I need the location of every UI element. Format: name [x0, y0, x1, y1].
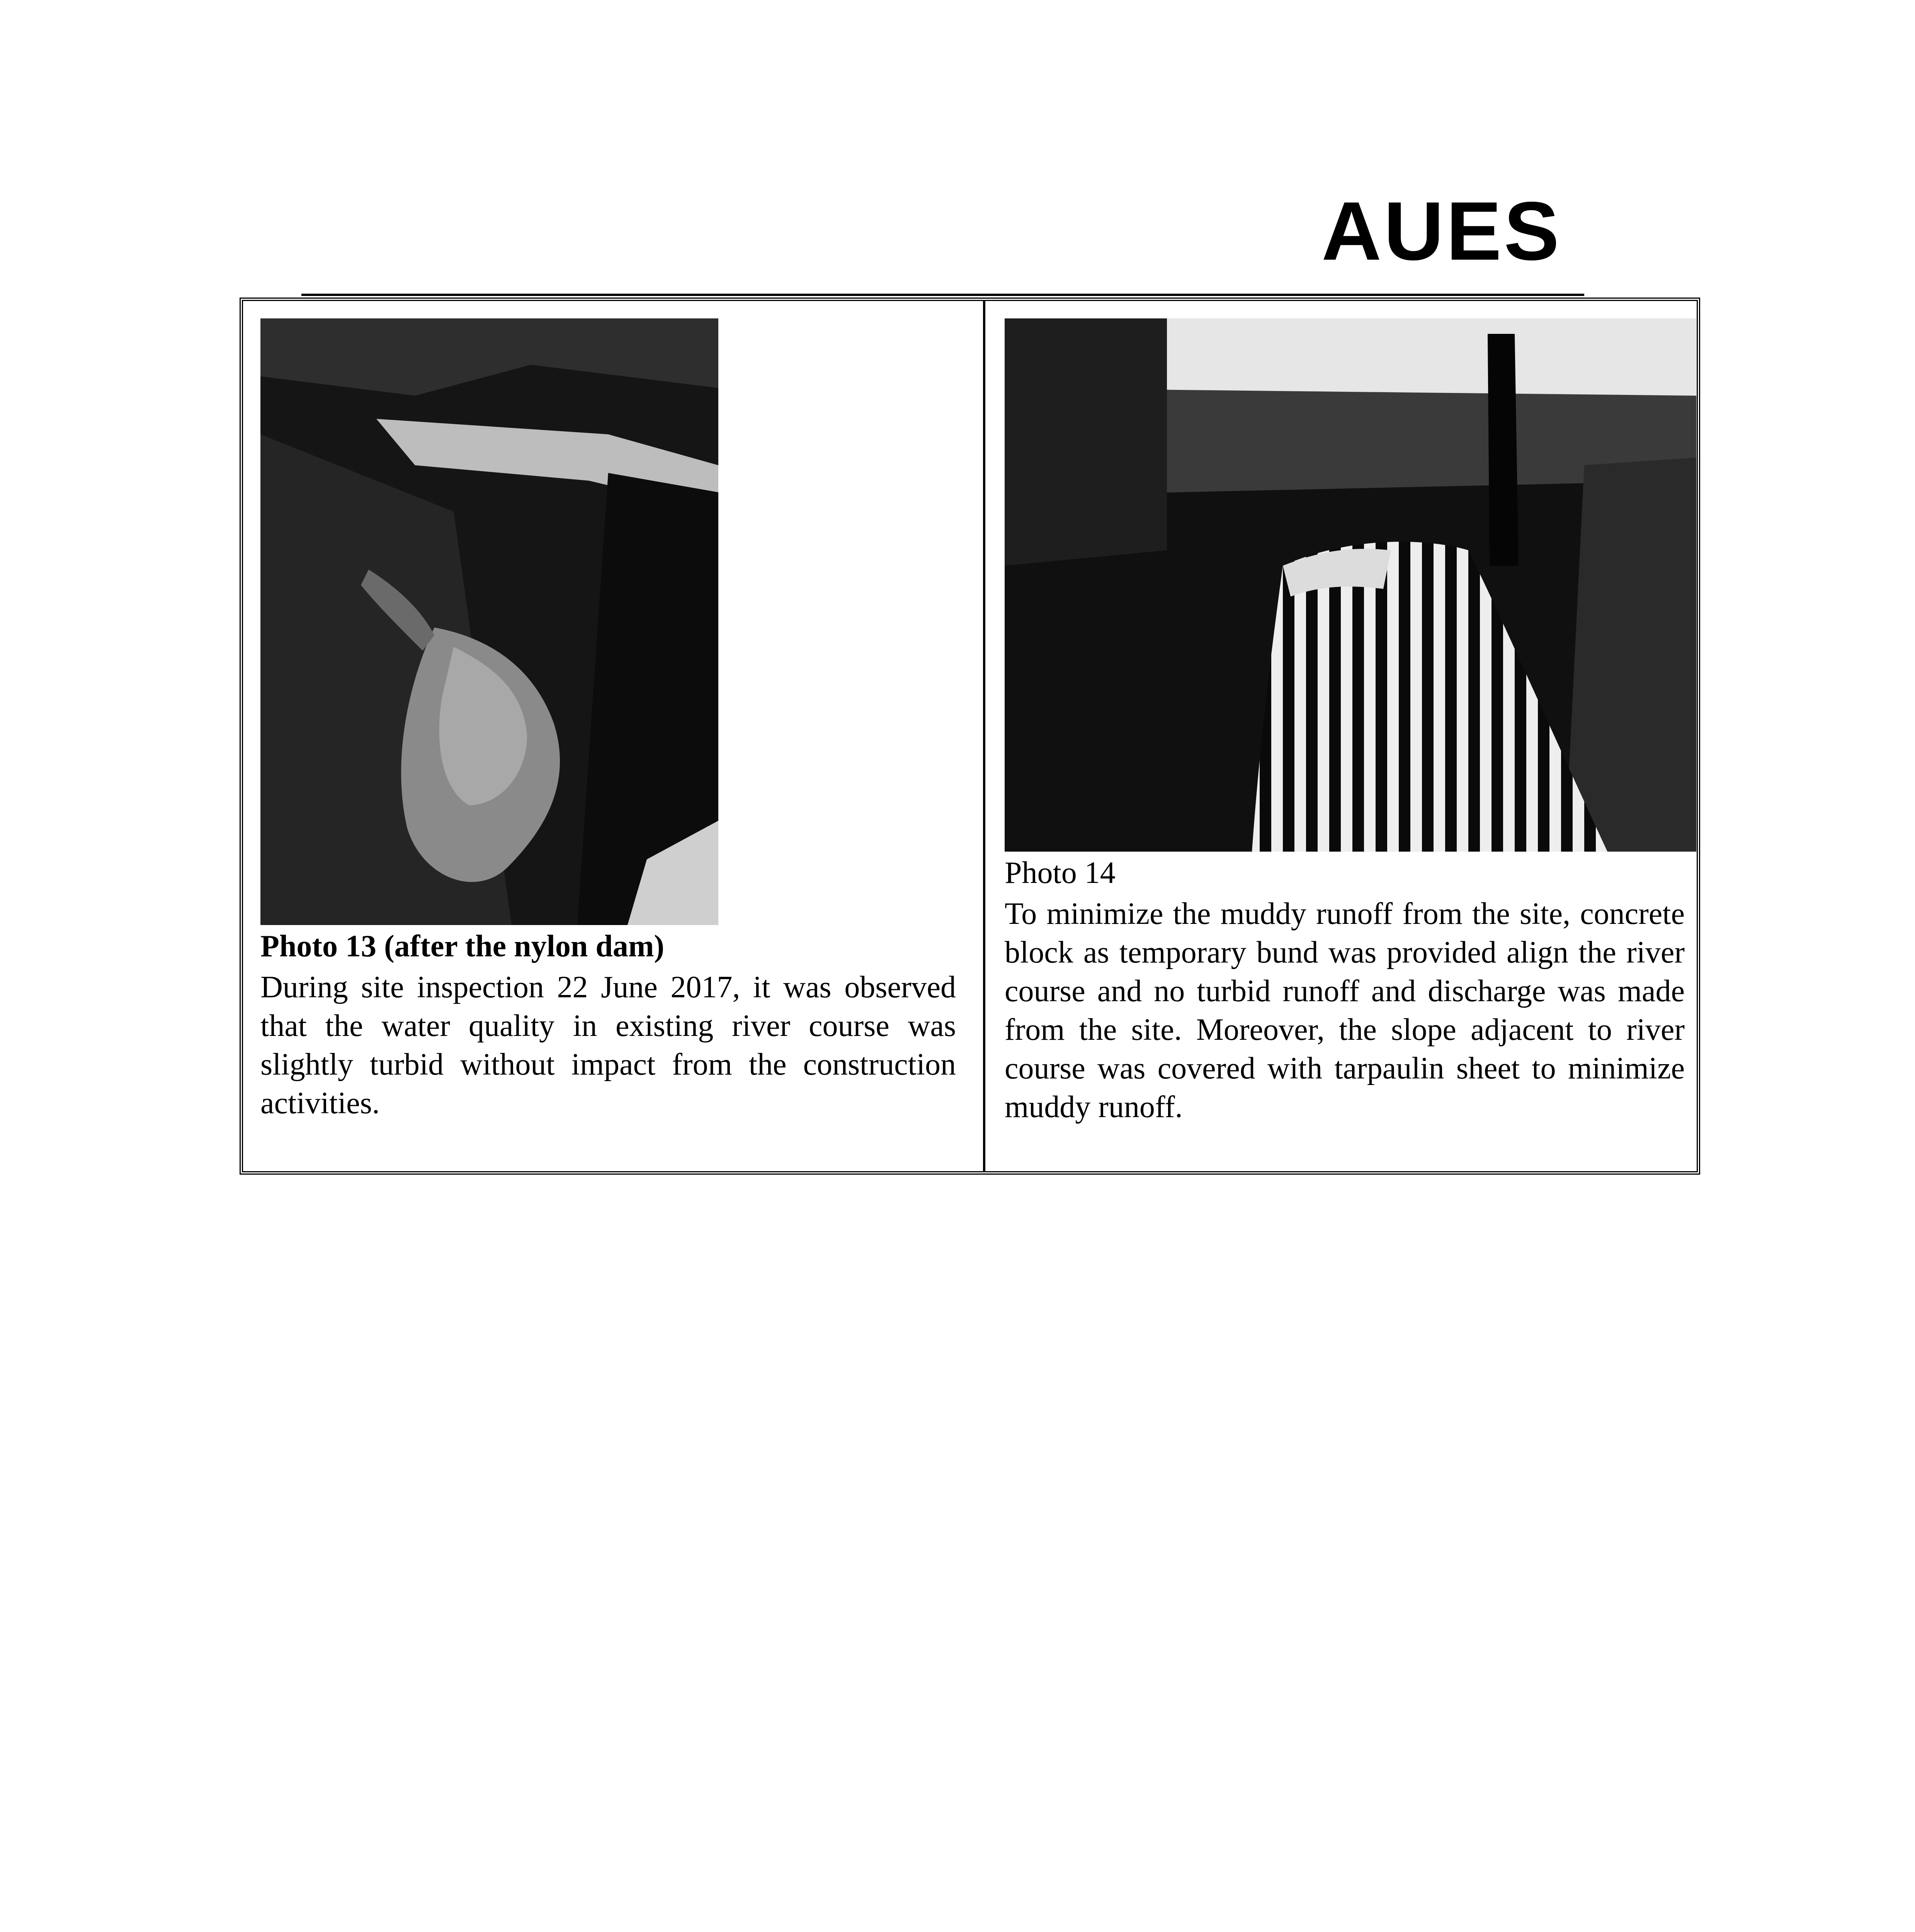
tarpaulin-slope-photo	[1005, 318, 1696, 852]
river-course-photo	[260, 318, 718, 925]
company-logo: AUES	[1321, 184, 1562, 277]
photo-13-title: Photo 13 (after the nylon dam)	[260, 929, 665, 963]
header-divider	[301, 294, 1584, 296]
photo-14-description: To minimize the muddy runoff from the site, concrete block as temporary bund was provided align the river course and no turbid runoff and discharge was made from the site. Moreover, the slope adjacent to river course was covered with tarpaulin sheet to minimize muddy runoff.	[1005, 897, 1685, 1124]
photo-14-caption	[1005, 854, 1685, 1126]
photo-table	[240, 298, 1700, 1175]
photo-14-title: Photo 14	[1005, 856, 1116, 890]
photo-13-caption	[260, 927, 956, 1122]
photo-13-description: During site inspection 22 June 2017, it was observed that the water quality in existing river course was slightly turbid without impact from the construction activities.	[260, 970, 956, 1120]
photo-cell-14	[985, 301, 1697, 1171]
photo-cell-13	[243, 301, 983, 1171]
